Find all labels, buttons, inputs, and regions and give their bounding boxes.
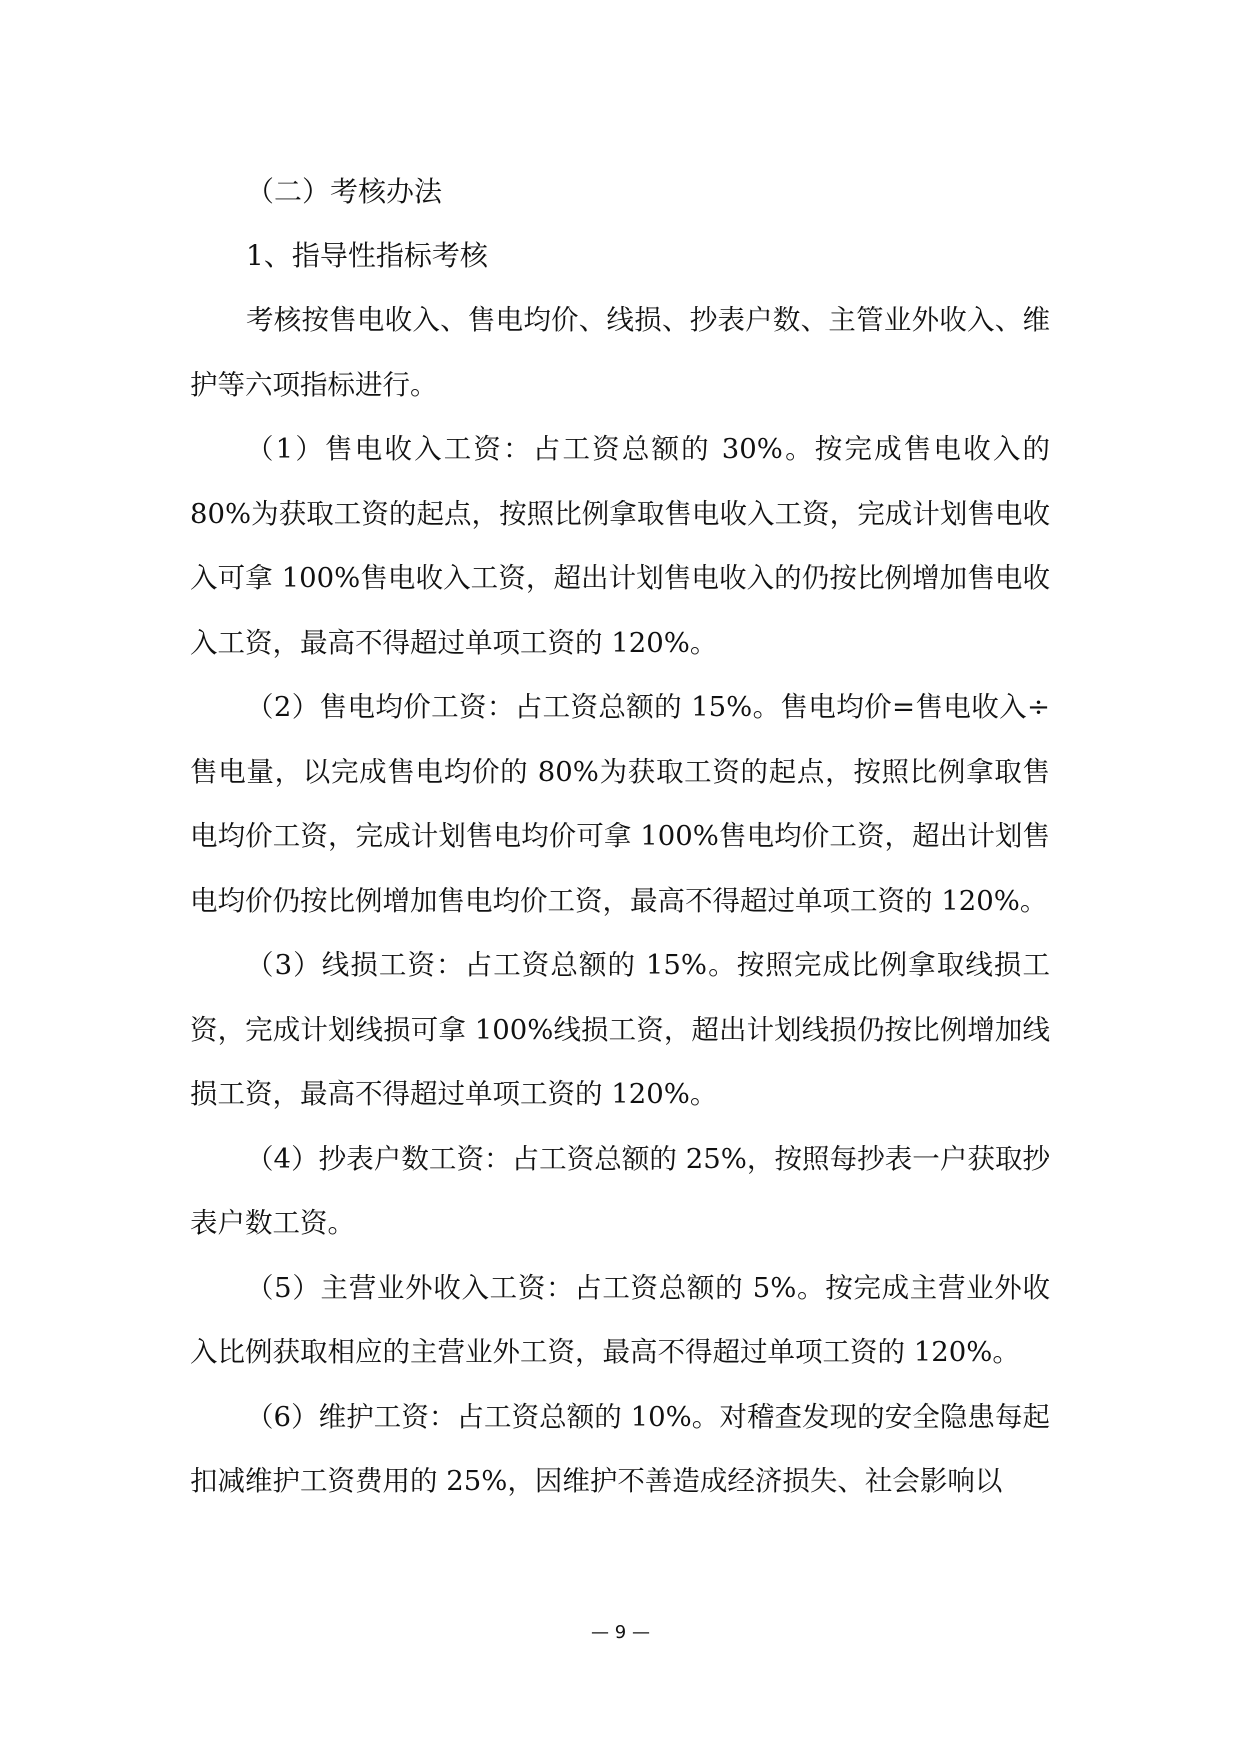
paragraph-item-2: （2）售电均价工资：占工资总额的 15%。售电均价=售电收入÷售电量，以完成售电均价的 80%为获取工资的起点，按照比例拿取售电均价工资，完成计划售电均价可拿 100%售电均价工资，超出计划售电均价仍按比例增加售电均价工资，最高不得超过单项工资的 120%。: [190, 691, 1050, 917]
paragraph-item-6: （6）维护工资：占工资总额的 10%。对稽查发现的安全隐患每起扣减维护工资费用的 25%，因维护不善造成经济损失、社会影响以: [190, 1400, 1050, 1497]
document-body: [190, 160, 1050, 1514]
page-number: — 9 —: [591, 1622, 650, 1643]
paragraph-item-1: （1）售电收入工资：占工资总额的 30%。按完成售电收入的 80%为获取工资的起点，按照比例拿取售电收入工资，完成计划售电收入可拿 100%售电收入工资，超出计划售电收入的仍按比例增加售电收入工资，最高不得超过单项工资的 120%。: [190, 433, 1050, 659]
section-heading: （二）考核办法: [246, 175, 443, 208]
paragraph-item-5: （5）主营业外收入工资：占工资总额的 5%。按完成主营业外收入比例获取相应的主营业外工资，最高不得超过单项工资的 120%。: [190, 1271, 1050, 1368]
paragraph-item-3: （3）线损工资：占工资总额的 15%。按照完成比例拿取线损工资，完成计划线损可拿 100%线损工资，超出计划线损仍按比例增加线损工资，最高不得超过单项工资的 120%。: [190, 949, 1050, 1110]
paragraph-intro: 考核按售电收入、售电均价、线损、抄表户数、主管业外收入、维护等六项指标进行。: [190, 304, 1050, 401]
paragraph-item-4: （4）抄表户数工资：占工资总额的 25%，按照每抄表一户获取抄表户数工资。: [190, 1142, 1050, 1239]
subsection-heading: 1、指导性指标考核: [246, 239, 488, 272]
